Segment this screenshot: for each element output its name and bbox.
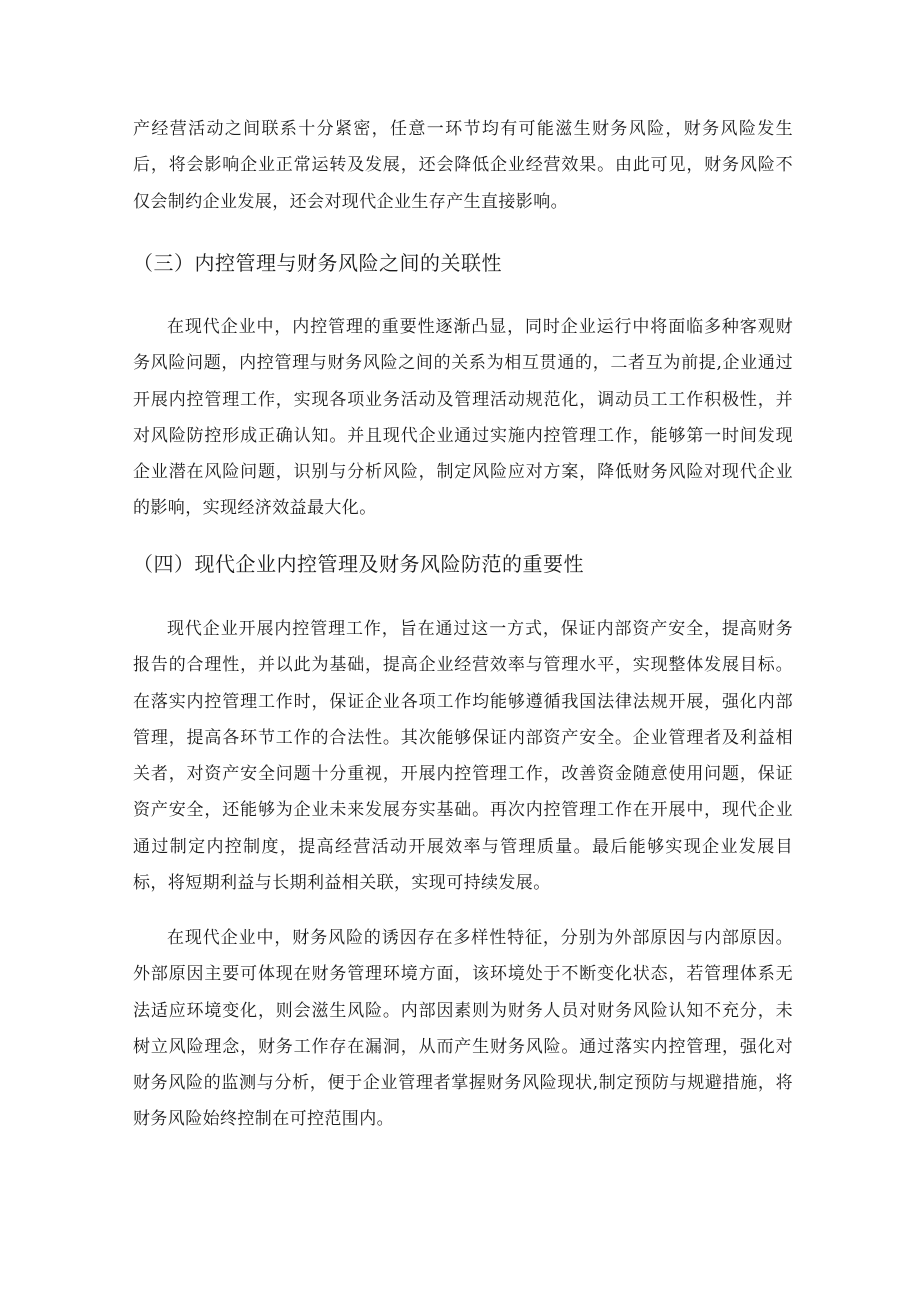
paragraph-risk-causes: 在现代企业中，财务风险的诱因存在多样性特征，分别为外部原因与内部原因。外部原因主要可体现在财务管理环境方面，该环境处于不断变化状态，若管理体系无法适应环境变化，则会滋生风险。内部因素则为财务人员对财务风险认知不充分，未树立风险理念，财务工作存在漏洞，从而产生财务风险。通过落实内控管理，强化对财务风险的监测与分析，便于企业管理者掌握财务风险现状,制定预防与规避措施，将财务风险始终控制在可控范围内。 xyxy=(133,928,793,1130)
paragraph-correlation: 在现代企业中，内控管理的重要性逐渐凸显，同时企业运行中将面临多种客观财务风险问题，内控管理与财务风险之间的关系为相互贯通的，二者互为前提,企业通过开展内控管理工作，实现各项业务活动及管理活动规范化，调动员工工作积极性，并对风险防控形成正确认知。并且现代企业通过实施内控管理工作，能够第一时间发现企业潜在风险问题，识别与分析风险，制定风险应对方案，降低财务风险对现代企业的影响，实现经济效益最大化。 xyxy=(133,317,793,519)
section-heading-4: （四）现代企业内控管理及财务风险防范的重要性 xyxy=(133,552,584,576)
section-heading-3: （三）内控管理与财务风险之间的关联性 xyxy=(133,251,502,275)
paragraph-importance: 现代企业开展内控管理工作，旨在通过这一方式，保证内部资产安全，提高财务报告的合理性，并以此为基础，提高企业经营效率与管理水平，实现整体发展目标。在落实内控管理工作时，保证企业各项工作均能够遵循我国法律法规开展，强化内部管理，提高各环节工作的合法性。其次能够保证内部资产安全。企业管理者及利益相关者，对资产安全问题十分重视，开展内控管理工作，改善资金随意使用问题，保证资产安全，还能够为企业未来发展夯实基础。再次内控管理工作在开展中，现代企业通过制定内控制度，提高经营活动开展效率与管理质量。最后能够实现企业发展目标，将短期利益与长期利益相关联，实现可持续发展。 xyxy=(133,619,793,894)
paragraph-continued: 产经营活动之间联系十分紧密，任意一环节均有可能滋生财务风险，财务风险发生后，将会影响企业正常运转及发展，还会降低企业经营效果。由此可见，财务风险不仅会制约企业发展，还会对现代企业生存产生直接影响。 xyxy=(133,119,793,212)
